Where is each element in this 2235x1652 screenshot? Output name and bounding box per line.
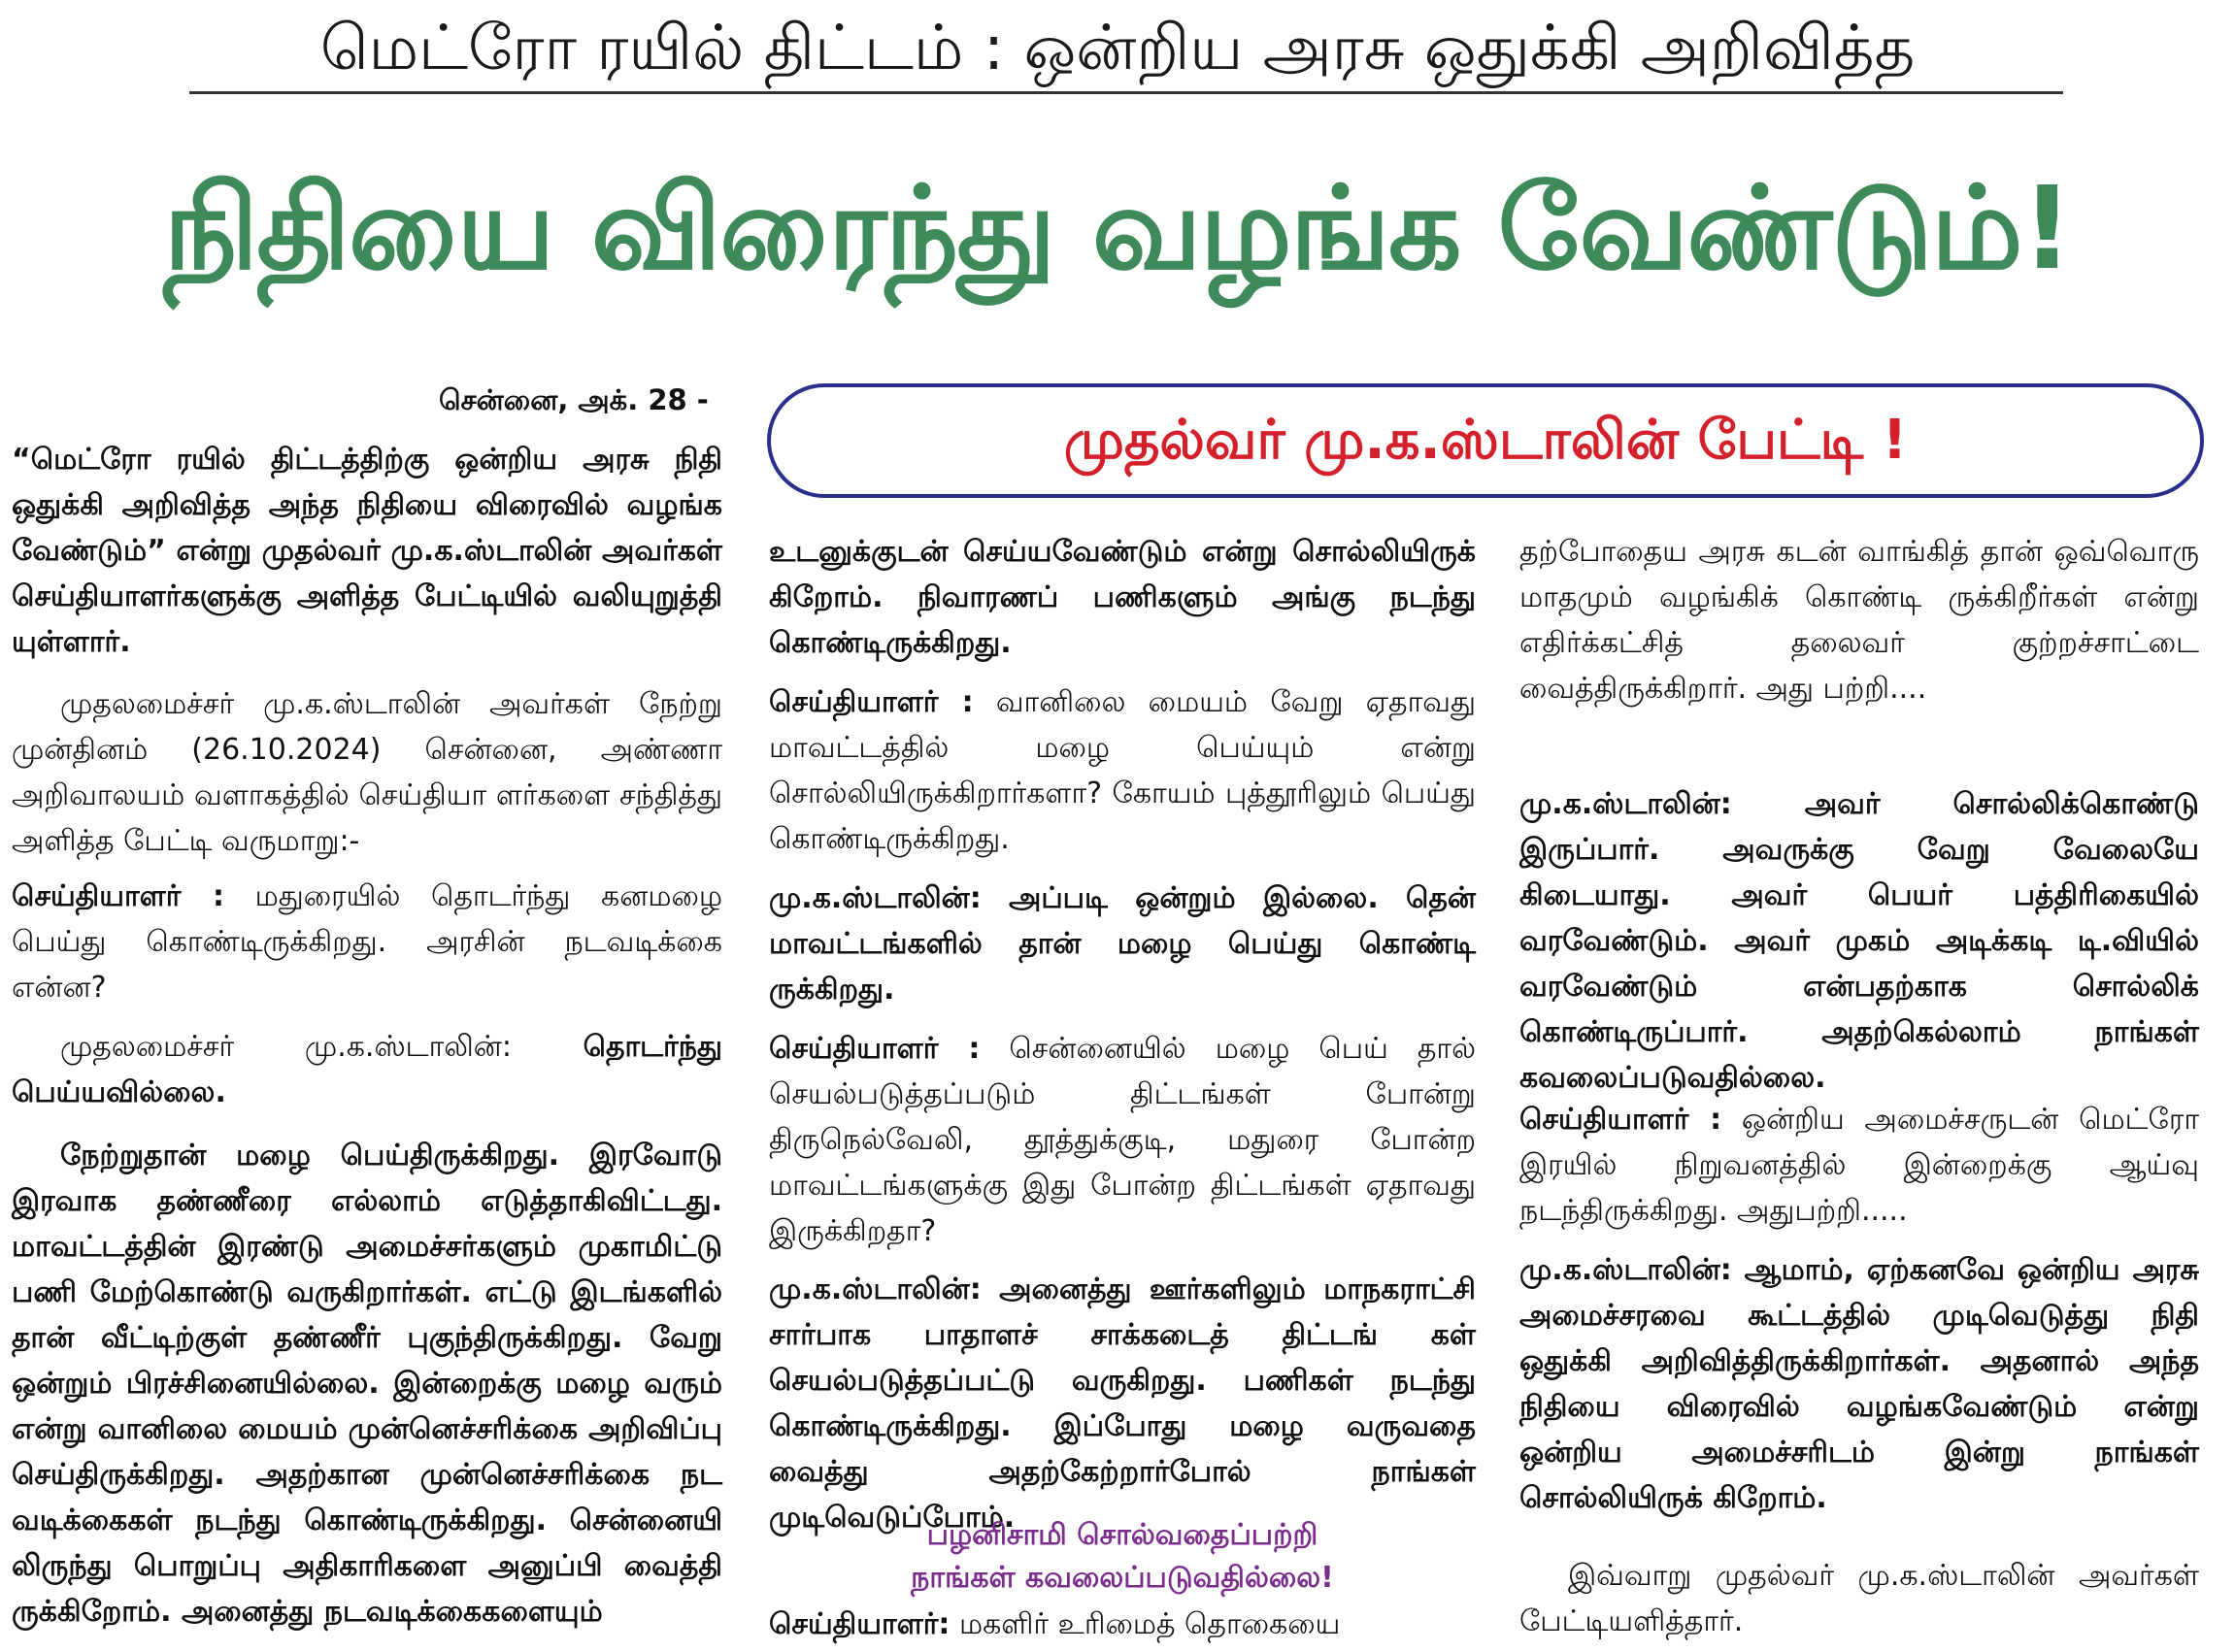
speaker-label: மு.க.ஸ்டாலின்:: [1519, 1253, 1732, 1287]
question-text: மதுரையில் தொடர்ந்து கனமழை பெய்து கொண்டிருக்கிறது. அரசின் நடவடிக்கை என்ன?: [12, 879, 722, 1005]
question-2: [769, 679, 1476, 862]
question-text: வானிலை மையம் வேறு ஏதாவது மாவட்டத்தில் மழை பெய்யும் என்று சொல்லியிருக்கிறார்களா? கோயம் புத்தூரிலும் பெய்து கொண்டிருக்கிறது.: [769, 685, 1476, 856]
answer-text: அவர் சொல்லிக்கொண்டு இருப்பார். அவருக்கு வேறு வேலையே கிடையாது. அவர் பெயர் பத்திரிகையில் வரவேண்டும். அவர் முகம் அடிக்கடி டி.வியில் வரவேண்டும் என்பதற்காக சொல்லிக் கொண்டிருப்பார். அதற்கெல்லாம் நாங்கள் கவலைப்படுவதில்லை.: [1519, 787, 2199, 1095]
dateline: சென்னை, அக். 28 -: [439, 383, 709, 416]
kicker-divider: [189, 91, 2063, 94]
kicker-headline: மெட்ரோ ரயில் திட்டம் : ஒன்றிய அரசு ஒதுக்கி அறிவித்த: [319, 13, 1916, 84]
interview-banner: முதல்வர் மு.க.ஸ்டாலின் பேட்டி !: [767, 383, 2204, 498]
speaker-label: செய்தியாளர் :: [769, 685, 974, 719]
speaker-label: மு.க.ஸ்டாலின்:: [1519, 787, 1732, 821]
answer-text: அனைத்து ஊர்களிலும் மாநகராட்சி சார்பாக பாதாளச் சாக்கடைத் திட்டங் கள் செயல்படுத்தப்பட்டு வருகிறது. பணிகள் நடந்து கொண்டிருக்கிறது. இப்போது மழை வருவதை வைத்து அதற்கேற்றார்போல் நாங்கள் முடிவெடுப்போம்.: [769, 1272, 1476, 1535]
col3-paragraph-1: தற்போதைய அரசு கடன் வாங்கித் தான் ஒவ்வொரு மாதமும் வழங்கிக் கொண்டி ருக்கிறீர்கள் என்று எதிர்க்கட்சித் தலைவர் குற்றச்சாட்டை வைத்திருக்கிறார். அது பற்றி....: [1519, 535, 2199, 706]
answer-1-continued: நேற்றுதான் மழை பெய்திருக்கிறது. இரவோடு இரவாக தண்ணீரை எல்லாம் எடுத்தாகிவிட்டது. மாவட்டத்தின் இரண்டு அமைச்சர்களும் முகாமிட்டு பணி மேற்கொண்டு வருகிறார்கள். எட்டு இடங்களில் தான் வீட்டிற்குள் தண்ணீர் புகுந்திருக்கிறது. வேறு ஒன்றும் பிரச்சினையில்லை. இன்றைக்கு மழை வரும் என்று வானிலை மையம் முன்னெச்சரிக்கை அறிவிப்பு செய்திருக்கிறது. அதற்கான முன்னெச்சரிக்கை நட வடிக்கைகள் நடந்து கொண்டிருக்கிறது. சென்னையி லிருந்து பொறுப்பு அதிகாரிகளை அனுப்பி வைத்தி ருக்கிறோம். அனைத்து நடவடிக்கைகளையும்: [12, 1139, 722, 1629]
answer-3: [769, 1267, 1476, 1540]
intro-paragraph: முதலமைச்சர் மு.க.ஸ்டாலின் அவர்கள் நேற்று முன்தினம் (26.10.2024) சென்னை, அண்ணா அறிவாலயம் வளாகத்தில் செய்தியா ளர்களை சந்தித்து அளித்த பேட்டி வருமாறு:-: [12, 687, 722, 858]
answer-text: ஆமாம், ஏற்கனவே ஒன்றிய அரசு அமைச்சரவை கூட்டத்தில் முடிவெடுத்து நிதி ஒதுக்கி அறிவித்திருக்கிறார்கள். அதனால் அந்த நிதியை விரைவில் வழங்கவேண்டும் என்று ஒன்றிய அமைச்சரிடம் இன்று நாங்கள் சொல்லியிருக் கிறோம்.: [1519, 1253, 2199, 1515]
speaker-label: முதலமைச்சர் மு.க.ஸ்டாலின்:: [60, 1030, 512, 1064]
speaker-label: செய்தியாளர் :: [12, 879, 224, 913]
col2-paragraph-1: உடனுக்குடன் செய்யவேண்டும் என்று சொல்லியிருக் கிறோம். நிவாரணப் பணிகளும் அங்கு நடந்து கொண்டிருக்கிறது.: [769, 535, 1476, 660]
subhead-line-1: பழனிசாமி சொல்வதைப்பற்றி: [926, 1518, 1318, 1552]
lead-paragraph: “மெட்ரோ ரயில் திட்டத்திற்கு ஒன்றிய அரசு நிதி ஒதுக்கி அறிவித்த அந்த நிதியை விரைவில் வழங்க வேண்டும்” என்று முதல்வர் மு.க.ஸ்டாலின் அவர்கள் செய்தியாளர்களுக்கு அளித்த பேட்டியில் வலியுறுத்தி யுள்ளார்.: [12, 443, 722, 659]
answer-1: [12, 1024, 722, 1115]
answer-4: [1519, 781, 2199, 1101]
answer-2: [769, 876, 1476, 1012]
speaker-label: மு.க.ஸ்டாலின்:: [769, 881, 982, 915]
question-text: மகளிர் உரிமைத் தொகையை: [950, 1607, 1341, 1641]
speaker-label: செய்தியாளர்:: [769, 1607, 951, 1641]
question-text: சென்னையில் மழை பெய் தால் செயல்படுத்தப்படும் திட்டங்கள் போன்று திருநெல்வேலி, தூத்துக்குடி, மதுரை போன்ற மாவட்டங்களுக்கு இது போன்ற திட்டங்கள் ஏதாவது இருக்கிறதா?: [769, 1032, 1476, 1248]
question-1: [12, 874, 722, 1010]
subhead-line-2: நாங்கள் கவலைப்படுவதில்லை!: [911, 1561, 1334, 1595]
answer-5: [1519, 1247, 2199, 1521]
question-4: [769, 1602, 1476, 1647]
question-3: [769, 1026, 1476, 1254]
main-headline: நிதியை விரைந்து வழங்க வேண்டும்!: [163, 161, 2072, 295]
closing-paragraph: இவ்வாறு முதல்வர் மு.க.ஸ்டாலின் அவர்கள் பேட்டியளித்தார்.: [1519, 1559, 2199, 1638]
answer-text: அப்படி ஒன்றும் இல்லை. தென் மாவட்டங்களில் தான் மழை பெய்து கொண்டி ருக்கிறது.: [769, 881, 1476, 1007]
question-5: [1519, 1097, 2199, 1234]
speaker-label: மு.க.ஸ்டாலின்:: [769, 1272, 982, 1306]
question-text: ஒன்றிய அமைச்சருடன் மெட்ரோ இரயில் நிறுவனத்தில் இன்றைக்கு ஆய்வு நடந்திருக்கிறது. அதுபற்றி.....: [1519, 1103, 2199, 1228]
speaker-label: செய்தியாளர் :: [1519, 1103, 1722, 1137]
answer-text: தொடர்ந்து பெய்யவில்லை.: [12, 1030, 722, 1109]
speaker-label: செய்தியாளர் :: [769, 1032, 981, 1066]
